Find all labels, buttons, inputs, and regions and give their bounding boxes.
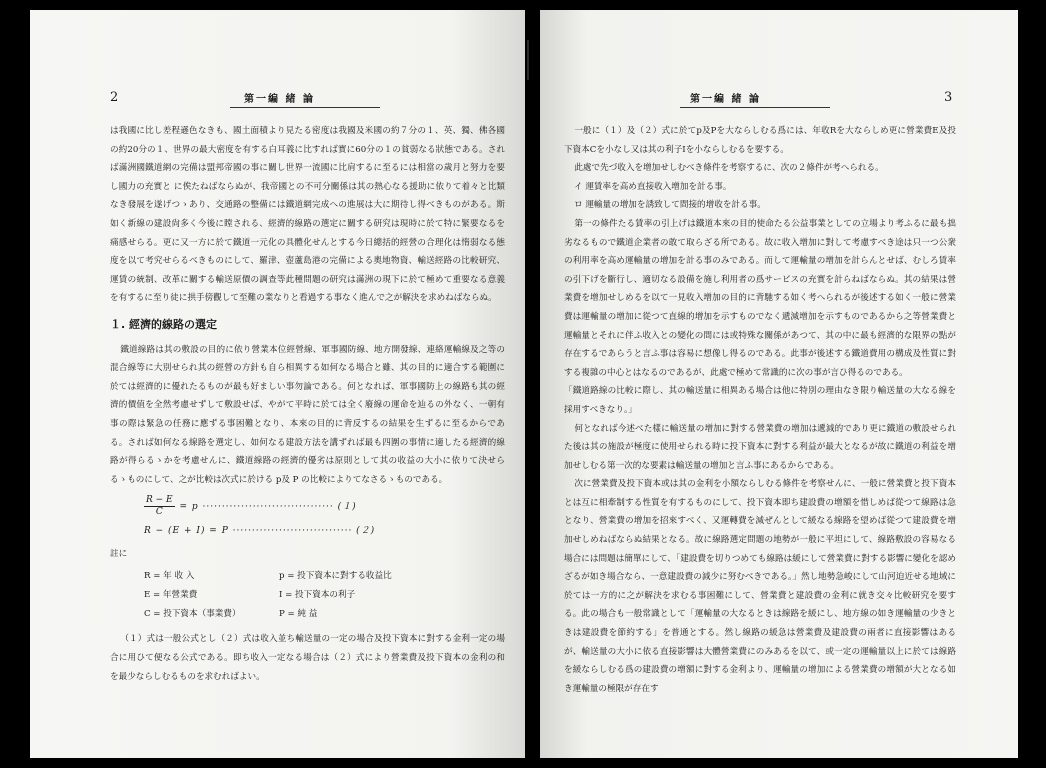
header-rule	[230, 107, 380, 108]
page-number: 3	[944, 90, 953, 105]
paragraph: 鐵道線路は其の敷設の目的に依り營業本位經營線、軍事國防線、地方開發線、連絡運輸線及之等の混合線等に大別せられ其の經營の方針も自ら相異する如何なる場合と雖、其の目的に適合する範圍に於ては經濟的に優れたるものが最も好ましい事勿論である。何となれば、軍事國防上の線路も其の經濟的價值を全然考慮せずして敷設せば、やがて平時に於ては全く廢線の運命を辿るの外なく、一朝有事の際は緊急の任務に應ずる事困難となり、本來の目的に背反するの結果を生ずるに至るからである。されば如何なる線路を選定し、如何なる建設方法を講ずれば最も四圍の事情に適したる經濟的線路が得らるゝかを考慮せんに、鐵道線路の經濟的優劣は原則として其の收益の大小に依りて決せらるゝものにして、之が比較は次式に於ける p及 P の比較によりてなさるゝものである。	[110, 344, 505, 485]
quotation: 「鐵道路線の比較に際し、其の輸送量に相異ある場合は他に特別の理由なき限り輸送量の大なる線を採用すべきなり。」	[564, 386, 956, 415]
formula-1-rest: = p ·································· (１)	[179, 502, 357, 513]
binding-shadow	[527, 40, 529, 80]
running-header: 第一編 緒 論	[690, 94, 761, 105]
note-label: 註に	[110, 548, 128, 559]
right-body-text	[564, 122, 956, 698]
section-title: １. 經濟的線路の選定	[110, 317, 218, 331]
list-item: ロ 運輸量の增加を誘致して間接的增收を計る事。	[574, 200, 766, 211]
right-page	[540, 10, 1018, 758]
paragraph: 何となれば今述べた樣に輸送量の增加に對する營業費の增加は遞減的であり更に鐵道の敷設せられた後は其の施設が極度に使用せられる時に投下資本に對する利益が最大となるが故に鐵道の利益を增加せしむる第一次的な要素は輸送量の增加と言ふ事にあるからである。	[564, 423, 956, 471]
paragraph: 次に營業費及投下資本或は其の金利を小額ならしむる條件を考察せんに、一般に營業費と投下資本とは互に相牽制する性質を有するものにして、投下資本即ち建設費の增額を惜しめば從つて線路は急となり、營業費の增加を招來すべく、又運轉費を減ぜんとして緩なる線路を望めば從つて建設費を增加せしめねばならぬ結果となる。故に線路選定問題の地勢が一般に平坦にして、線路敷設の容易なる場合には問題は簡單にして、「建設費を切りつめても線路は緩にして營業費に對する影響に變化を認めざるが如き場合なら、一意建設費の減少に努むべきである。」然し地勢急峻にして山河迫近せる地域に於ては一方的に之が解決を求むる事困難にして、營業費と建設費の金利に就き交々比較研究を要する。此の場合も一般常識として「運輸量の大なるときは線路を緩にし、地方線の如き運輸量の少きときは建設費を節約する」を普通とする。然し線路の緩急は營業費及建設費の兩者に直接影響はあるが、輸送量の大小に依る直接影響は大體營業費にのみあるを以て、或一定の運輸量以上に於ては線路を緩ならしむる爲の建設費の增額に對する金利より、運輸量の增加による營業費の增額が大となる如き運輸量の極限が存在す	[564, 479, 956, 694]
paragraph: （１）式は一般公式とし（２）式は收入並ち輸送量の一定の場合及投下資本に對する金利一定の場合に用ひて便なる公式である。即ち收入一定なる場合は（２）式により營業費及投下資本の金利の和を最少ならしむるものを求むればよい。	[110, 634, 505, 682]
list-item: イ 運賃率を高め直接收入增加を計る事。	[574, 181, 732, 192]
left-page	[30, 10, 525, 758]
definition: E = 年營業費	[144, 590, 198, 601]
definition: C = 投下資本（事業費）	[144, 609, 241, 620]
formula-2: R − (E + I) = P ······························· (２)	[144, 526, 376, 537]
running-header: 第一編 緒 論	[244, 94, 315, 105]
page-number: 2	[110, 90, 119, 105]
paragraph: 此處で先づ收入を增加せしむべき條件を考察するに、次の２條件が考へられる。	[574, 163, 884, 174]
header-rule	[680, 107, 830, 108]
fraction-denominator: C	[155, 507, 163, 518]
definition: I = 投下資本の利子	[279, 590, 356, 601]
intro-paragraph: は我國に比し差程遜色なきも、國土面積より見たる密度は我國及米國の約７分の１、英、獨、佛各國の約20分の１、世界の最大密度を有する白耳義に比すれば實に60分の１の貧弱なる狀態である。されば滿洲國鐵道網の完備は盟邦帝國の事に關し世界一流國に比肩するに至るには相當の歲月と努力を要し國力の充實と に俟たねばならぬが、我帝國との不可分關係は其の熱心なる援助に依りて着々と比類なき發展を遂げつゝあり、交通路の整備には鐵道網完成への進展は大に期待し得べきものがある。斯如く新線の建設尙多く今後に瞠される、經濟的線路の選定に關する研究は現時に於て特に緊要なるを痛感せらる。更に又一方に於て鐵道一元化の具體化せんとする今日總括的經營の合理化は惰弱なる態度を以て考究せらるべきものにして、羅津、壺蘆島港の完備による奧地物資、輸送經路の比較研究、運賃の統制、改革に關する輸送原價の調查等此種問題の研究は滿洲の現下に於て極めて重要なる意義を有するに至り徒に拱手傍觀して至難の業なりと看過する事なく進んで之が解決を求めねばならぬ。	[110, 126, 505, 304]
paragraph: 第一の條件たる賃率の引上げは鐵道本來の目的使命たる公益事業としての立場より考ふるに最も拙劣なるもので鐵道企業者の敢て取らざる所である。故に收入增加に對して考慮すべき途は只一つ公衆の利用率を高め運輸量の增加を計る事のみである。而して運輸量の增加を計らんとせば、むしろ賃率の引下げを斷行し、適切なる設備を施し利用者の爲サービスの充實を計らねばならぬ。其の結果は營業費を增加せしめるを以て一見收入增加の目的に背馳する如く考へられるが後述する如く一般に營業費は運輸量の增加に從つて直線的增加を示すものでなく遞減增加を示すものであるから之等營業費と運輸量とそれに伴ふ收入との變化の間には或特殊な關係があつて、其の中に最も經濟的な限界の點が存在するであらうと言ふ事は容易に想像し得るのである。此事が後述する鐵道費用の構成及性質に對する複雜の中心とはなるのであるが、此處で極めて常識的に次の事が言ひ得るのである。	[564, 218, 956, 378]
definition: R = 年 收 入	[144, 571, 195, 582]
formula-1	[144, 495, 505, 518]
definition: p = 投下資本に對する收益比	[279, 571, 392, 582]
definitions-table	[144, 567, 505, 624]
left-body-text	[110, 122, 505, 686]
fraction-numerator: R − E	[146, 495, 173, 506]
fraction	[144, 495, 175, 518]
paragraph: 一般に（１）及（２）式に於てp及Pを大ならしむる爲には、年收Rを大ならしめ更に營業費E及投下資本Cを小なし又は其の利子Iを小ならしむるを要する。	[564, 126, 956, 155]
definition: P = 純 益	[279, 609, 318, 620]
